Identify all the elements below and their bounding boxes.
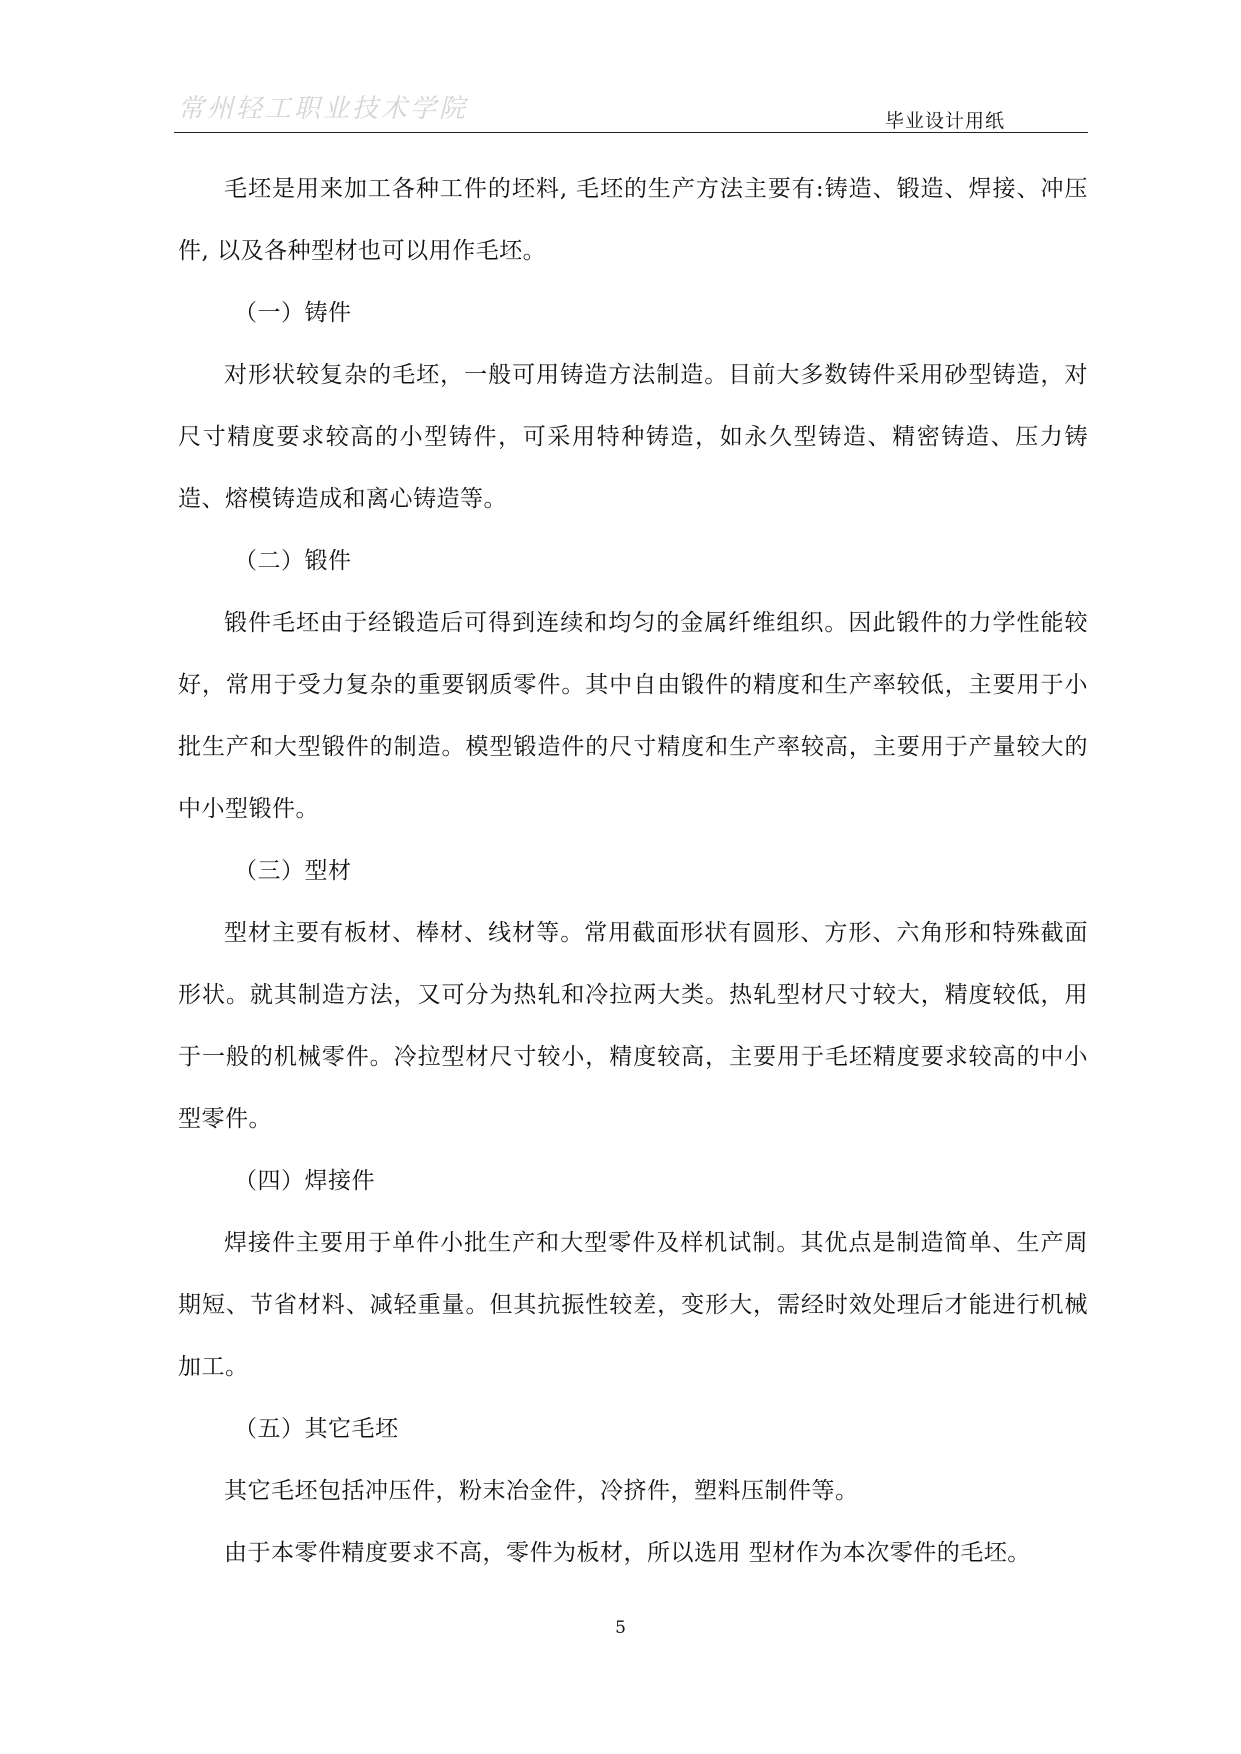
section-text-forging: 锻件毛坯由于经锻造后可得到连续和均匀的金属纤维组织。因此锻件的力学性能较好，常用于受力复杂的重要钢质零件。其中自由锻件的精度和生产率较低，主要用于小批生产和大型锻件的制造。模型锻造件的尺寸精度和生产率较高，主要用于产量较大的中小型锻件。 bbox=[178, 610, 1088, 822]
section-text-profile: 型材主要有板材、棒材、线材等。常用截面形状有圆形、方形、六角形和特殊截面形状。就其制造方法，又可分为热轧和冷拉两大类。热轧型材尺寸较大，精度较低，用于一般的机械零件。冷拉型材尺寸较小，精度较高，主要用于毛坯精度要求较高的中小型零件。 bbox=[178, 920, 1088, 1132]
intro-paragraph: 毛坯是用来加工各种工件的坯料, 毛坯的生产方法主要有:铸造、锻造、焊接、冲压件, 以及各种型材也可以用作毛坯。 bbox=[178, 176, 1088, 264]
conclusion-paragraph: 由于本零件精度要求不高，零件为板材，所以选用 型材作为本次零件的毛坯。 bbox=[224, 1540, 1031, 1566]
section-heading-forging: （二）锻件 bbox=[234, 548, 352, 574]
section-text-other: 其它毛坯包括冲压件，粉末冶金件，冷挤件，塑料压制件等。 bbox=[224, 1478, 859, 1504]
section-heading-profile: （三）型材 bbox=[234, 858, 352, 884]
header-title: 毕业设计用纸 bbox=[885, 110, 1006, 132]
section-heading-welding: （四）焊接件 bbox=[234, 1168, 375, 1194]
school-logo-watermark: 常州轻工职业技术学院 bbox=[178, 94, 469, 124]
section-text-welding: 焊接件主要用于单件小批生产和大型零件及样机试制。其优点是制造简单、生产周期短、节省材料、减轻重量。但其抗振性较差，变形大，需经时效处理后才能进行机械加工。 bbox=[178, 1230, 1088, 1380]
section-heading-other: （五）其它毛坯 bbox=[234, 1416, 399, 1442]
document-body bbox=[178, 158, 1088, 1584]
section-text-casting: 对形状较复杂的毛坯，一般可用铸造方法制造。目前大多数铸件采用砂型铸造，对尺寸精度要求较高的小型铸件，可采用特种铸造，如永久型铸造、精密铸造、压力铸造、熔模铸造成和离心铸造等。 bbox=[178, 362, 1088, 512]
page-number: 5 bbox=[615, 1618, 626, 1638]
section-heading-casting: （一）铸件 bbox=[234, 300, 352, 326]
header-divider bbox=[174, 132, 1088, 133]
